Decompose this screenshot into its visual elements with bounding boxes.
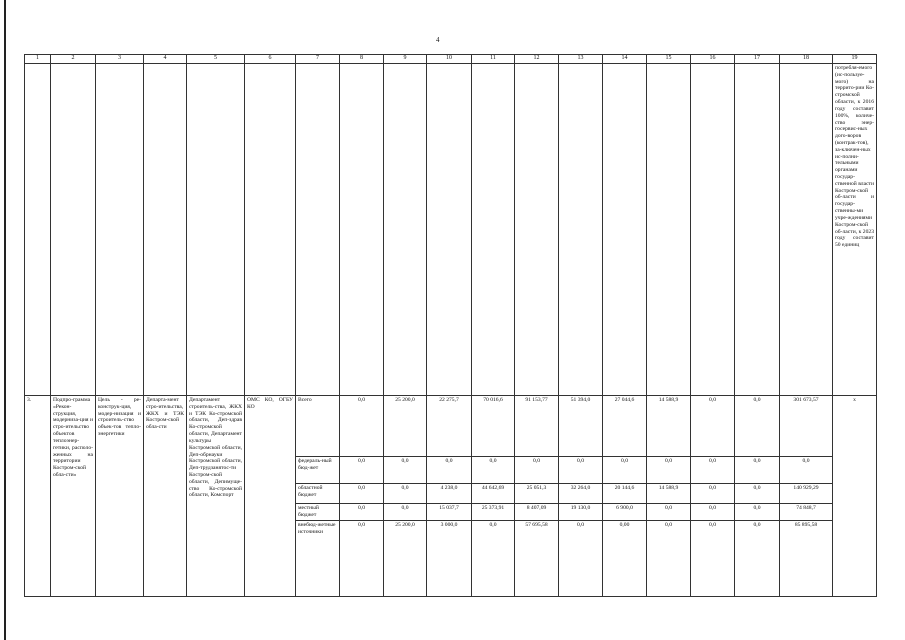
col-header: 9 — [384, 55, 427, 64]
value-cell: 0,0 — [559, 457, 603, 484]
value-cell: 0,0 — [691, 396, 735, 457]
col-header: 4 — [144, 55, 187, 64]
value-cell: 0,00 — [603, 521, 647, 597]
column-number-row — [25, 55, 877, 64]
col-header: 17 — [735, 55, 780, 64]
col-header: 7 — [296, 55, 340, 64]
value-cell: 0,0 — [472, 521, 515, 597]
value-cell: 0,0 — [735, 484, 780, 504]
col-header: 11 — [472, 55, 515, 64]
value-cell: 0,0 — [384, 504, 427, 521]
col-header: 19 — [833, 55, 877, 64]
participants: ОМС КО, ОГБУ КО — [245, 396, 296, 597]
source-label: Всего — [296, 396, 340, 457]
value-cell: 70 016,6 — [472, 396, 515, 457]
value-cell: 91 153,77 — [515, 396, 559, 457]
total-cell: 301 673,57 — [780, 396, 833, 457]
value-cell: 25 051,3 — [515, 484, 559, 504]
value-cell: 27 044,6 — [603, 396, 647, 457]
subprogram-name: Подпро-грамма «Рекон-струкция, модерниза-ция и стро-ительство объектов теплоэнер-гетики, располо-женных на территории Костром-ской обла-сти» — [51, 396, 96, 597]
col-header: 18 — [780, 55, 833, 64]
value-cell: 0,0 — [647, 504, 691, 521]
value-cell: 0,0 — [735, 521, 780, 597]
total-cell: 74 848,7 — [780, 504, 833, 521]
co-executors: Департамент строитель-ства, ЖКХ и ТЭК Ко-стромской области, Деп-здрав Ко-стромской области, Департамент культуры Костромской области, Деп-обрнауки Костромской области, Деп-трудзанятос-ти Костром-ской области, Депимуще-ство Ко-стромской области, Комспорт — [187, 396, 245, 597]
value-cell: 0,0 — [472, 457, 515, 484]
col-header: 10 — [427, 55, 472, 64]
indicator-continued-text: потребля-емого (ис-пользуе-мого) на террито-рии Ко-стромской области, к 2016 году составит 100%, количе-ство энер-госервис-ных дого-воров (контрак-тов), за-ключен-ных ис-полни-тельными органами государ-ственной власти Костром-ской об-ласти и государ-ственны-ми учре-ждениями Костром-ской об-ласти, к 2023 году составит 50 единиц — [833, 64, 877, 396]
value-cell: 0,0 — [735, 396, 780, 457]
col-header: 13 — [559, 55, 603, 64]
value-cell: 0,0 — [340, 396, 384, 457]
source-label: местный бюджет — [296, 504, 340, 521]
value-cell: 0,0 — [735, 457, 780, 484]
total-cell: 0,0 — [780, 457, 833, 484]
row-number: 3. — [25, 396, 51, 597]
value-cell: 3 000,0 — [427, 521, 472, 597]
binding-edge-line — [4, 0, 6, 640]
col-header: 12 — [515, 55, 559, 64]
value-cell: 0,0 — [559, 521, 603, 597]
value-cell: 0,0 — [515, 457, 559, 484]
goal-text: Цель - ре-конструк-ция, модер-низация и строитель-ство объек-тов тепло-энергетики — [96, 396, 144, 597]
value-cell: 0,0 — [427, 457, 472, 484]
value-cell: 51 394,0 — [559, 396, 603, 457]
value-cell: 22 275,7 — [427, 396, 472, 457]
value-cell: 15 037,7 — [427, 504, 472, 521]
value-cell: 0,0 — [647, 521, 691, 597]
table-row — [25, 396, 877, 457]
value-cell: 14 588,9 — [647, 484, 691, 504]
program-table — [24, 54, 877, 597]
value-cell: 25 200,0 — [384, 521, 427, 597]
value-cell: 0,0 — [340, 504, 384, 521]
value-cell: 6 900,0 — [603, 504, 647, 521]
col-header: 3 — [96, 55, 144, 64]
value-cell: 0,0 — [735, 504, 780, 521]
col-header: 1 — [25, 55, 51, 64]
value-cell: 57 695,58 — [515, 521, 559, 597]
value-cell: 20 144,6 — [603, 484, 647, 504]
value-cell: 19 130,0 — [559, 504, 603, 521]
value-cell: 25 200,0 — [384, 396, 427, 457]
col-header: 8 — [340, 55, 384, 64]
value-cell: 0,0 — [691, 504, 735, 521]
col-header: 15 — [647, 55, 691, 64]
col-header: 14 — [603, 55, 647, 64]
source-label: федераль-ный бюд-жет — [296, 457, 340, 484]
total-cell: 85 895,58 — [780, 521, 833, 597]
value-cell: 4 238,0 — [427, 484, 472, 504]
value-cell: 0,0 — [384, 484, 427, 504]
value-cell: 32 264,0 — [559, 484, 603, 504]
value-cell: 0,0 — [340, 484, 384, 504]
value-cell: 25 373,91 — [472, 504, 515, 521]
value-cell: 14 588,9 — [647, 396, 691, 457]
value-cell: 0,0 — [691, 457, 735, 484]
value-cell: 0,0 — [691, 521, 735, 597]
value-cell: 0,0 — [340, 521, 384, 597]
col-header: 6 — [245, 55, 296, 64]
value-cell: 0,0 — [691, 484, 735, 504]
source-label: областной бюджет — [296, 484, 340, 504]
col-header: 16 — [691, 55, 735, 64]
source-label: внебюд-жетные источники — [296, 521, 340, 597]
col-header: 2 — [51, 55, 96, 64]
continued-row — [25, 64, 877, 396]
value-cell: 8 407,09 — [515, 504, 559, 521]
value-cell: 0,0 — [647, 457, 691, 484]
responsible-executor: Департа-мент стро-ительства, ЖКХ и ТЭК Костром-ской обла-сти — [144, 396, 187, 597]
value-cell: 44 642,69 — [472, 484, 515, 504]
indicator-cell: x — [833, 396, 877, 597]
total-cell: 140 929,29 — [780, 484, 833, 504]
value-cell: 0,0 — [603, 457, 647, 484]
value-cell: 0,0 — [384, 457, 427, 484]
value-cell: 0,0 — [340, 457, 384, 484]
page-number: 4 — [436, 36, 440, 44]
col-header: 5 — [187, 55, 245, 64]
